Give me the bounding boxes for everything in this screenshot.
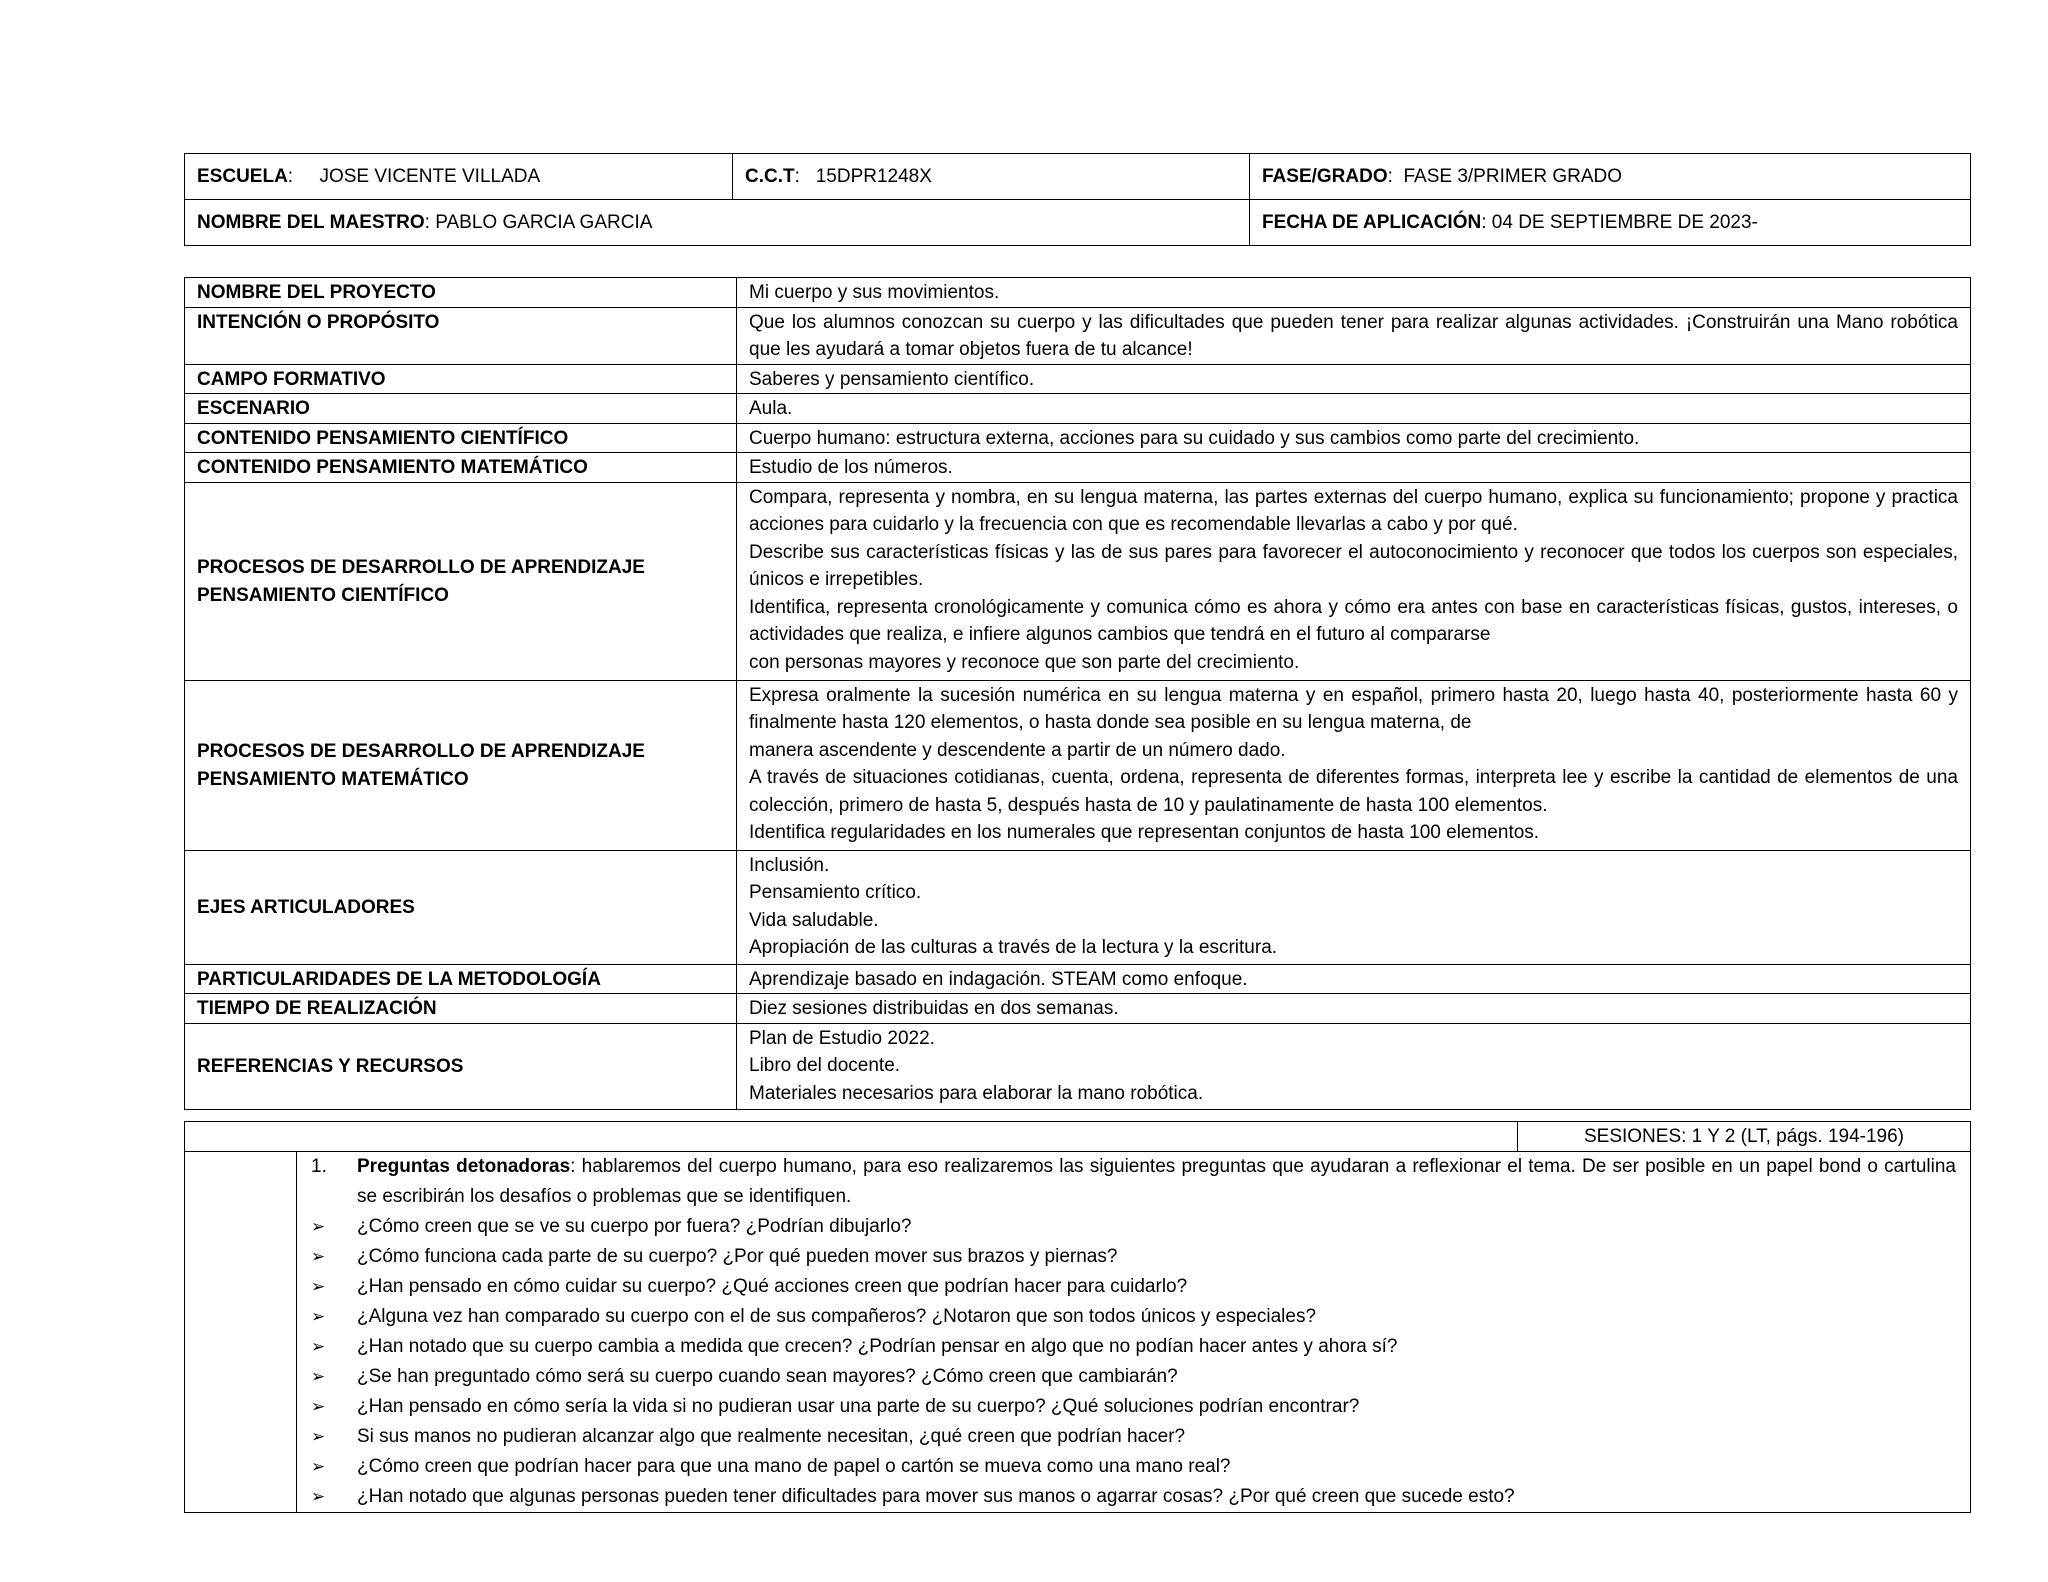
- sessions-header: SESIONES: 1 Y 2 (LT, págs. 194-196): [1518, 1122, 1971, 1152]
- project-row: [185, 850, 1971, 964]
- project-row-label: EJES ARTICULADORES: [185, 850, 737, 964]
- project-row-line: Materiales necesarios para elaborar la mano robótica.: [749, 1082, 1204, 1104]
- arrow-bullet-icon: ➢: [311, 1217, 326, 1236]
- question-item: [297, 1302, 1970, 1332]
- project-row-label: CONTENIDO PENSAMIENTO CIENTÍFICO: [185, 423, 737, 453]
- project-row-line: Aprendizaje basado en indagación. STEAM como enfoque.: [749, 968, 1248, 990]
- project-row-line: Inclusión.: [749, 854, 830, 876]
- project-row-line: Identifica, representa cronológicamente y comunica cómo es ahora y cómo era antes con base en características físicas, gustos, intereses, o actividades que realiza, e infiere algunos cambios que tendrá en el futuro al compararse: [749, 596, 1958, 645]
- project-row-line: Pensamiento crítico.: [749, 882, 922, 903]
- question-text: ¿Alguna vez han comparado su cuerpo con el de sus compañeros? ¿Notaron que son todos únicos y especiales?: [357, 1306, 1317, 1327]
- project-row: [185, 278, 1971, 308]
- project-row-label: NOMBRE DEL PROYECTO: [185, 278, 737, 308]
- question-item: [297, 1422, 1970, 1452]
- project-row-line: Describe sus características físicas y las de sus pares para favorecer el autoconocimiento y reconocer que todos los cuerpos son especiales, únicos e irrepetibles.: [749, 541, 1958, 590]
- activity-item: [297, 1152, 1970, 1212]
- fase-value: FASE 3/PRIMER GRADO: [1403, 165, 1623, 187]
- project-row: [185, 482, 1971, 680]
- project-table-body: [185, 278, 1971, 1110]
- project-row-value: [737, 423, 1971, 453]
- sessions-table: [184, 1121, 1971, 1513]
- header-table: [184, 153, 1971, 246]
- question-item: [297, 1482, 1970, 1512]
- project-row-value: [737, 278, 1971, 308]
- project-row-line: Estudio de los números.: [749, 457, 953, 478]
- project-row-value: [737, 307, 1971, 364]
- question-item: [297, 1272, 1970, 1302]
- question-item: [297, 1362, 1970, 1392]
- project-row-line: Cuerpo humano: estructura externa, acciones para su cuidado y sus cambios como parte del crecimiento.: [749, 427, 1640, 449]
- question-list: [297, 1212, 1970, 1512]
- fecha-cell: FECHA DE APLICACIÓN: 04 DE SEPTIEMBRE DE 2023-: [1250, 200, 1971, 246]
- project-row-value: [737, 680, 1971, 850]
- project-row-label: ESCENARIO: [185, 394, 737, 424]
- project-row-value: [737, 394, 1971, 424]
- arrow-bullet-icon: ➢: [311, 1487, 326, 1506]
- project-row: [185, 1023, 1971, 1109]
- maestro-cell: NOMBRE DEL MAESTRO: PABLO GARCIA GARCIA: [185, 200, 1250, 246]
- project-row-line: Saberes y pensamiento científico.: [749, 368, 1035, 390]
- cct-value: 15DPR1248X: [815, 165, 932, 187]
- project-row-value: [737, 482, 1971, 680]
- project-row-label: CAMPO FORMATIVO: [185, 364, 737, 394]
- question-text: ¿Se han preguntado cómo será su cuerpo cuando sean mayores? ¿Cómo creen que cambiarán?: [357, 1366, 1178, 1387]
- arrow-bullet-icon: ➢: [311, 1337, 326, 1356]
- sessions-header-row: [185, 1122, 1971, 1152]
- question-text: Si sus manos no pudieran alcanzar algo que realmente necesitan, ¿qué creen que podrían hacer?: [357, 1426, 1186, 1447]
- escuela-value: JOSE VICENTE VILLADA: [319, 165, 541, 187]
- sessions-body-row: [185, 1152, 1971, 1513]
- project-row-value: [737, 364, 1971, 394]
- question-item: [297, 1242, 1970, 1272]
- project-row-line: Que los alumnos conozcan su cuerpo y las dificultades que pueden tener para realizar algunas actividades. ¡Construirán una Mano robótica que les ayudará a tomar objetos fuera de tu alcance!: [749, 311, 1958, 360]
- arrow-bullet-icon: ➢: [311, 1397, 326, 1416]
- fecha-value: 04 DE SEPTIEMBRE DE 2023-: [1491, 211, 1758, 233]
- project-row-value: [737, 1023, 1971, 1109]
- project-row-value: [737, 964, 1971, 994]
- question-item: [297, 1452, 1970, 1482]
- question-item: [297, 1332, 1970, 1362]
- project-row-line: Mi cuerpo y sus movimientos.: [749, 282, 1000, 303]
- arrow-bullet-icon: ➢: [311, 1367, 326, 1386]
- activity-number: 1.: [311, 1156, 327, 1177]
- project-row-label: TIEMPO DE REALIZACIÓN: [185, 994, 737, 1024]
- escuela-label: ESCUELA: [197, 165, 288, 187]
- project-row: [185, 423, 1971, 453]
- project-row-line: Expresa oralmente la sucesión numérica en su lengua materna y en español, primero hasta 20, luego hasta 40, posteriormente hasta 60 y finalmente hasta 120 elementos, o hasta donde sea posible en su lengua materna, de: [749, 684, 1958, 733]
- question-text: ¿Han notado que su cuerpo cambia a medida que crecen? ¿Podrían pensar en algo que no podían hacer antes y ahora sí?: [357, 1336, 1398, 1357]
- project-row-line: Identifica regularidades en los numerales que representan conjuntos de hasta 100 elementos.: [749, 822, 1540, 843]
- arrow-bullet-icon: ➢: [311, 1457, 326, 1476]
- project-row-line: Aula.: [749, 398, 793, 419]
- sessions-left-cell: [185, 1152, 297, 1513]
- project-row-label: REFERENCIAS Y RECURSOS: [185, 1023, 737, 1109]
- question-item: [297, 1212, 1970, 1242]
- question-text: ¿Han pensado en cómo cuidar su cuerpo? ¿Qué acciones creen que podrían hacer para cuidarlo?: [357, 1276, 1188, 1297]
- header-row-2: [185, 200, 1971, 246]
- activity-title: Preguntas detonadoras: [357, 1156, 571, 1177]
- project-row-value: [737, 994, 1971, 1024]
- project-row: [185, 394, 1971, 424]
- project-row: [185, 680, 1971, 850]
- activity-text: [357, 1152, 1970, 1212]
- project-row-line: Plan de Estudio 2022.: [749, 1027, 935, 1049]
- project-row-label: PARTICULARIDADES DE LA METODOLOGÍA: [185, 964, 737, 994]
- project-row-label: CONTENIDO PENSAMIENTO MATEMÁTICO: [185, 453, 737, 483]
- maestro-value: PABLO GARCIA GARCIA: [435, 211, 653, 233]
- project-row-line: Libro del docente.: [749, 1055, 901, 1076]
- question-text: ¿Cómo funciona cada parte de su cuerpo? ¿Por qué pueden mover sus brazos y piernas?: [357, 1246, 1118, 1267]
- project-row: [185, 964, 1971, 994]
- sessions-header-blank: [185, 1122, 1518, 1152]
- project-row-line: con personas mayores y reconoce que son parte del crecimiento.: [749, 651, 1300, 673]
- question-text: ¿Cómo creen que se ve su cuerpo por fuera? ¿Podrían dibujarlo?: [357, 1216, 912, 1237]
- project-table: [184, 277, 1971, 1110]
- arrow-bullet-icon: ➢: [311, 1307, 326, 1326]
- project-row-line: Diez sesiones distribuidas en dos semanas.: [749, 998, 1119, 1019]
- sessions-content-cell: [297, 1152, 1971, 1513]
- cct-cell: C.C.T: 15DPR1248X: [733, 154, 1250, 200]
- project-row-label: INTENCIÓN O PROPÓSITO: [185, 307, 737, 364]
- project-row-line: Apropiación de las culturas a través de la lectura y la escritura.: [749, 937, 1278, 958]
- arrow-bullet-icon: ➢: [311, 1277, 326, 1296]
- header-row-1: [185, 154, 1971, 200]
- project-row-line: Vida saludable.: [749, 909, 879, 931]
- project-row-line: A través de situaciones cotidianas, cuenta, ordena, representa de diferentes formas, interpreta lee y escribe la cantidad de elementos de una colección, primero de hasta 5, después hasta de 10 y paulatinamente de hasta 100 elementos.: [749, 767, 1958, 816]
- question-text: ¿Han notado que algunas personas pueden tener dificultades para mover sus manos o agarrar cosas? ¿Por qué creen que sucede esto?: [357, 1486, 1515, 1507]
- maestro-label: NOMBRE DEL MAESTRO: [197, 211, 425, 233]
- project-row: [185, 994, 1971, 1024]
- project-row: [185, 364, 1971, 394]
- project-row: [185, 453, 1971, 483]
- escuela-cell: ESCUELA: JOSE VICENTE VILLADA: [185, 154, 733, 200]
- project-row-label: PROCESOS DE DESARROLLO DE APRENDIZAJE PENSAMIENTO MATEMÁTICO: [185, 680, 737, 850]
- fase-cell: FASE/GRADO: FASE 3/PRIMER GRADO: [1250, 154, 1971, 200]
- question-item: [297, 1392, 1970, 1422]
- arrow-bullet-icon: ➢: [311, 1247, 326, 1266]
- cct-label: C.C.T: [745, 165, 795, 187]
- project-row-value: [737, 850, 1971, 964]
- question-text: ¿Cómo creen que podrían hacer para que una mano de papel o cartón se mueva como una mano real?: [357, 1456, 1231, 1477]
- project-row-label: PROCESOS DE DESARROLLO DE APRENDIZAJE PENSAMIENTO CIENTÍFICO: [185, 482, 737, 680]
- fecha-label: FECHA DE APLICACIÓN: [1262, 211, 1482, 233]
- project-row-line: Compara, representa y nombra, en su lengua materna, las partes externas del cuerpo humano, explica su funcionamiento; propone y practica acciones para cuidarlo y la frecuencia con que es recomendable llevarlas a cabo y por qué.: [749, 486, 1958, 535]
- activity-description: : hablaremos del cuerpo humano, para eso realizaremos las siguientes preguntas que ayudaran a reflexionar el tema. De ser posible en un papel bond o cartulina se escribirán los desafíos o problemas que se identifiquen.: [357, 1156, 1957, 1207]
- question-text: ¿Han pensado en cómo sería la vida si no pudieran usar una parte de su cuerpo? ¿Qué soluciones podrían encontrar?: [357, 1396, 1360, 1417]
- project-row-line: manera ascendente y descendente a partir de un número dado.: [749, 739, 1286, 761]
- project-row-value: [737, 453, 1971, 483]
- arrow-bullet-icon: ➢: [311, 1427, 326, 1446]
- project-row: [185, 307, 1971, 364]
- fase-label: FASE/GRADO: [1262, 165, 1388, 187]
